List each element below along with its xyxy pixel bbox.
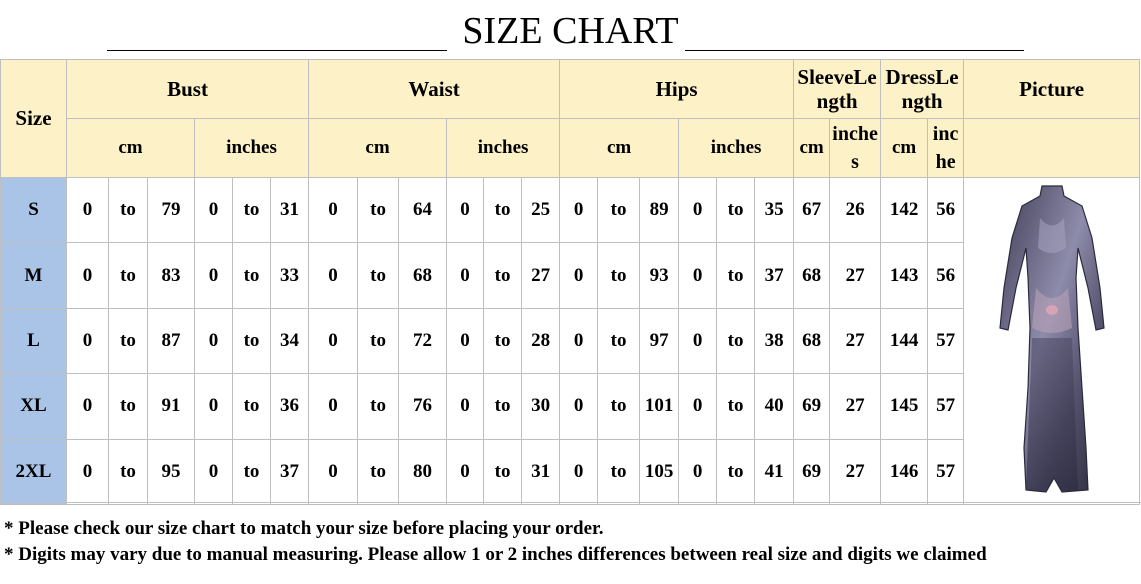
hips-in-to: to <box>717 308 755 373</box>
waist-in-to: to <box>484 439 522 504</box>
waist-in-max: 25 <box>522 178 560 243</box>
waist-inches-header: inches <box>447 119 560 178</box>
hips-cm-to: to <box>598 178 640 243</box>
table-row <box>1 178 1140 243</box>
hips-cm-to: to <box>598 374 640 439</box>
size-label: S <box>1 178 67 243</box>
dress-in: 56 <box>928 243 964 308</box>
waist-in-to: to <box>484 308 522 373</box>
title-area <box>0 0 1141 58</box>
picture-header: Picture <box>964 60 1140 119</box>
bust-cm-to: to <box>109 308 148 373</box>
sleeve-cm: 68 <box>794 308 830 373</box>
hips-in-min: 0 <box>679 374 717 439</box>
bust-cm-max: 87 <box>148 308 195 373</box>
hips-in-to: to <box>717 178 755 243</box>
waist-in-max: 30 <box>522 374 560 439</box>
bust-in-to: to <box>233 243 271 308</box>
sleeve-in: 27 <box>830 374 881 439</box>
bust-in-to: to <box>233 439 271 504</box>
bust-in-min: 0 <box>195 374 233 439</box>
dress-cm: 142 <box>881 178 928 243</box>
waist-cm-min: 0 <box>309 178 358 243</box>
bust-in-to: to <box>233 178 271 243</box>
dress-cm: 145 <box>881 374 928 439</box>
bust-cm-to: to <box>109 243 148 308</box>
hips-cm-to: to <box>598 243 640 308</box>
waist-in-max: 27 <box>522 243 560 308</box>
bust-in-max: 34 <box>271 308 309 373</box>
waist-cm-to: to <box>358 439 399 504</box>
sleeve-in: 27 <box>830 243 881 308</box>
waist-cm-to: to <box>358 178 399 243</box>
note-measure-variance: * Digits may vary due to manual measuring. Please allow 1 or 2 inches differences between real size and digits we claimed <box>4 544 987 565</box>
hips-in-max: 38 <box>755 308 794 373</box>
hips-cm-header: cm <box>560 119 679 178</box>
dress-cm-header: cm <box>881 119 928 178</box>
bust-cm-min: 0 <box>67 308 109 373</box>
header-row-1 <box>1 60 1140 119</box>
waist-in-max: 31 <box>522 439 560 504</box>
dress-cm: 143 <box>881 243 928 308</box>
waist-in-min: 0 <box>447 374 484 439</box>
waist-in-min: 0 <box>447 243 484 308</box>
waist-cm-min: 0 <box>309 374 358 439</box>
dress-inche-label: inche <box>932 123 959 173</box>
long-sleeve-maxi-dress-image <box>992 178 1112 498</box>
bust-in-min: 0 <box>195 243 233 308</box>
bust-cm-max: 95 <box>148 439 195 504</box>
bust-in-max: 31 <box>271 178 309 243</box>
waist-cm-min: 0 <box>309 308 358 373</box>
waist-cm-max: 64 <box>399 178 447 243</box>
sleeve-cm: 68 <box>794 243 830 308</box>
bust-cm-min: 0 <box>67 374 109 439</box>
bust-in-max: 36 <box>271 374 309 439</box>
bust-in-min: 0 <box>195 178 233 243</box>
sleeve-in: 27 <box>830 439 881 504</box>
dress-inche-header <box>928 119 964 178</box>
waist-in-min: 0 <box>447 308 484 373</box>
bust-cm-header: cm <box>67 119 195 178</box>
sleeve-length-label: SleeveLength <box>797 65 877 113</box>
dress-in: 57 <box>928 374 964 439</box>
sleeve-in: 27 <box>830 308 881 373</box>
bust-inches-header: inches <box>195 119 309 178</box>
note-size-check: * Please check our size chart to match your size before placing your order. <box>4 518 604 539</box>
bust-in-max: 33 <box>271 243 309 308</box>
dress-length-label: DressLength <box>885 65 959 113</box>
hips-header: Hips <box>560 60 794 119</box>
hips-in-max: 37 <box>755 243 794 308</box>
bust-in-min: 0 <box>195 439 233 504</box>
dress-in: 57 <box>928 308 964 373</box>
bust-cm-max: 91 <box>148 374 195 439</box>
waist-in-to: to <box>484 374 522 439</box>
hips-in-max: 41 <box>755 439 794 504</box>
waist-cm-max: 68 <box>399 243 447 308</box>
sleeve-cm: 69 <box>794 374 830 439</box>
size-label: 2XL <box>1 439 67 504</box>
bust-header: Bust <box>67 60 309 119</box>
size-label: M <box>1 243 67 308</box>
hips-in-min: 0 <box>679 439 717 504</box>
bust-in-to: to <box>233 308 271 373</box>
waist-cm-max: 72 <box>399 308 447 373</box>
bust-cm-to: to <box>109 178 148 243</box>
waist-cm-header: cm <box>309 119 447 178</box>
sleeve-in: 26 <box>830 178 881 243</box>
hips-in-max: 35 <box>755 178 794 243</box>
size-header: Size <box>1 60 67 178</box>
sleeve-inches-label: inches <box>832 123 878 173</box>
hips-cm-max: 93 <box>640 243 679 308</box>
dress-in: 57 <box>928 439 964 504</box>
waist-cm-max: 76 <box>399 374 447 439</box>
sleeve-cm: 69 <box>794 439 830 504</box>
bust-cm-max: 79 <box>148 178 195 243</box>
hips-cm-max: 105 <box>640 439 679 504</box>
waist-in-to: to <box>484 243 522 308</box>
waist-cm-to: to <box>358 243 399 308</box>
hips-in-min: 0 <box>679 308 717 373</box>
hips-in-min: 0 <box>679 178 717 243</box>
waist-in-min: 0 <box>447 178 484 243</box>
waist-cm-min: 0 <box>309 439 358 504</box>
hips-inches-header: inches <box>679 119 794 178</box>
hips-cm-to: to <box>598 439 640 504</box>
hips-cm-to: to <box>598 308 640 373</box>
hips-in-to: to <box>717 439 755 504</box>
sleeve-length-header <box>794 60 881 119</box>
page-title <box>0 10 1141 52</box>
bust-cm-min: 0 <box>67 243 109 308</box>
dress-length-header <box>881 60 964 119</box>
size-chart-table <box>0 59 1140 505</box>
waist-in-to: to <box>484 178 522 243</box>
bust-cm-to: to <box>109 374 148 439</box>
hips-cm-min: 0 <box>560 308 598 373</box>
hips-in-max: 40 <box>755 374 794 439</box>
notes-section <box>0 502 1141 584</box>
dress-cm: 146 <box>881 439 928 504</box>
hips-cm-max: 101 <box>640 374 679 439</box>
hips-in-to: to <box>717 243 755 308</box>
size-label: XL <box>1 374 67 439</box>
waist-cm-to: to <box>358 374 399 439</box>
waist-cm-to: to <box>358 308 399 373</box>
bust-in-to: to <box>233 374 271 439</box>
sleeve-cm-header: cm <box>794 119 830 178</box>
waist-in-min: 0 <box>447 439 484 504</box>
bust-cm-to: to <box>109 439 148 504</box>
hips-in-min: 0 <box>679 243 717 308</box>
dress-in: 56 <box>928 178 964 243</box>
bust-cm-min: 0 <box>67 439 109 504</box>
page-title-text: SIZE CHART <box>456 10 684 52</box>
size-label: L <box>1 308 67 373</box>
waist-in-max: 28 <box>522 308 560 373</box>
bust-in-max: 37 <box>271 439 309 504</box>
header-row-2 <box>1 119 1140 178</box>
hips-cm-min: 0 <box>560 243 598 308</box>
hips-cm-min: 0 <box>560 374 598 439</box>
sleeve-inches-header <box>830 119 881 178</box>
waist-header: Waist <box>309 60 560 119</box>
picture-header-blank <box>964 119 1140 178</box>
hips-in-to: to <box>717 374 755 439</box>
hips-cm-max: 97 <box>640 308 679 373</box>
hips-cm-min: 0 <box>560 439 598 504</box>
bust-cm-max: 83 <box>148 243 195 308</box>
hips-cm-min: 0 <box>560 178 598 243</box>
sleeve-cm: 67 <box>794 178 830 243</box>
waist-cm-max: 80 <box>399 439 447 504</box>
dress-cm: 144 <box>881 308 928 373</box>
waist-cm-min: 0 <box>309 243 358 308</box>
bust-cm-min: 0 <box>67 178 109 243</box>
product-picture <box>964 178 1140 505</box>
hips-cm-max: 89 <box>640 178 679 243</box>
bust-in-min: 0 <box>195 308 233 373</box>
